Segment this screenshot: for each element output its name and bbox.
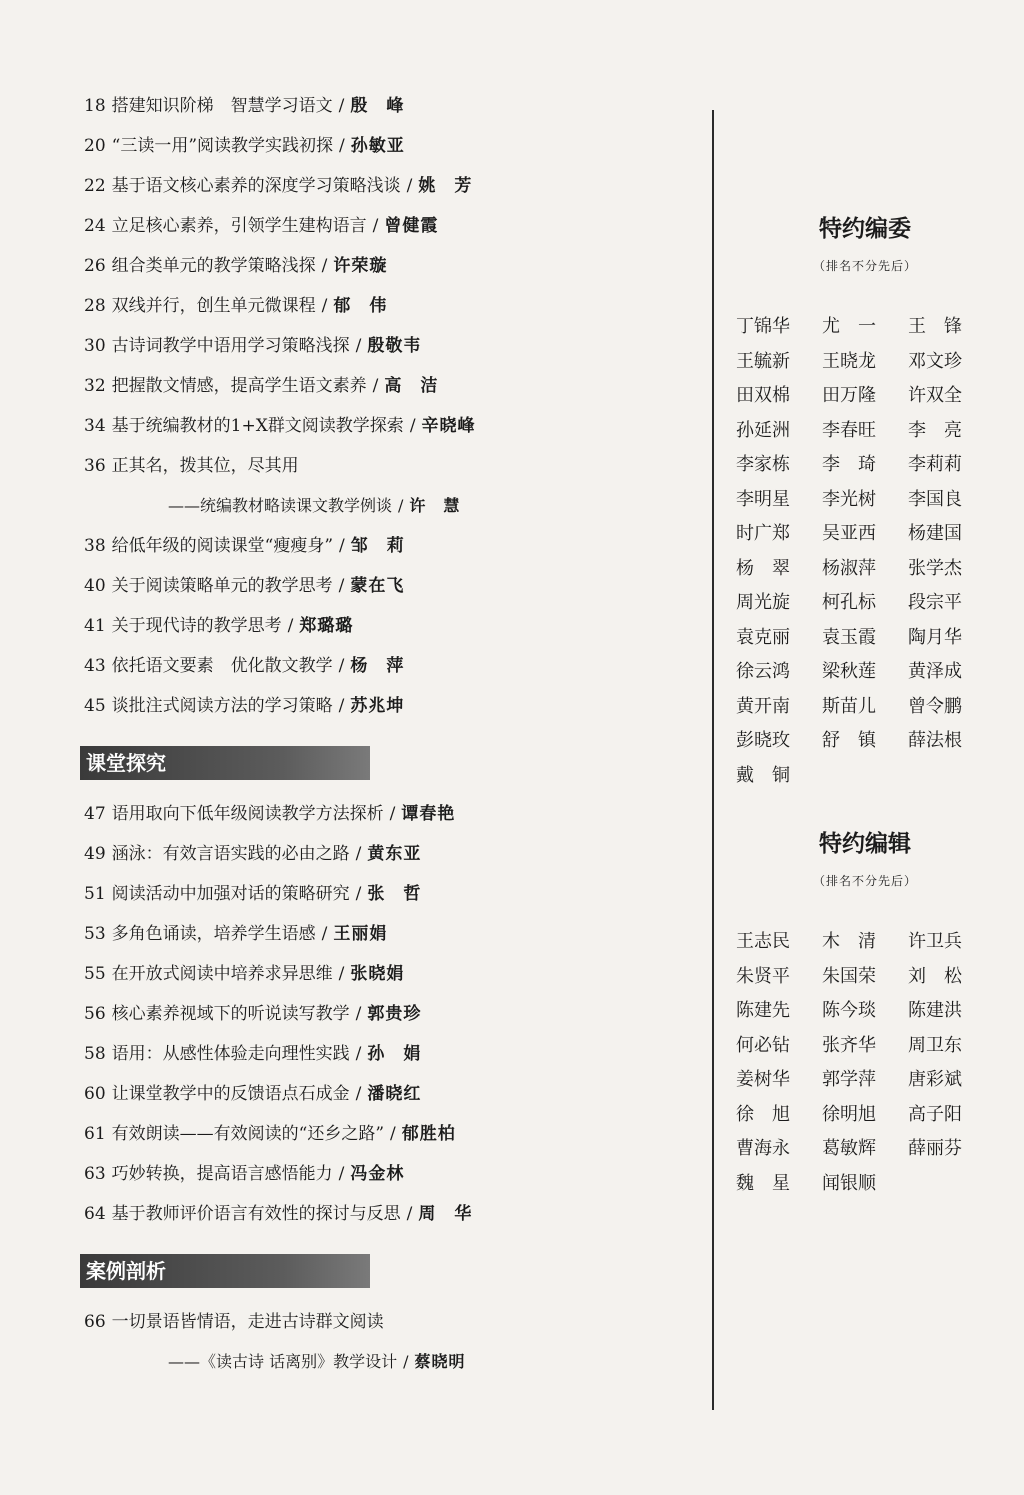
name-row <box>730 556 1000 591</box>
person-name: 邓文珍 <box>908 350 962 372</box>
person-name: 张齐华 <box>822 1034 876 1056</box>
editors-title: 特约编委 <box>819 216 911 242</box>
article-author: 殷 峰 <box>350 96 405 116</box>
article-title: 基于语文核心素养的深度学习策略浅谈 <box>111 176 401 196</box>
special-editors-list <box>730 929 1000 1205</box>
section-header-case-analysis: 案例剖析 <box>80 1254 370 1288</box>
article-author: 杨 萍 <box>350 656 405 676</box>
article-title: 阅读活动中加强对话的策略研究 <box>111 884 350 904</box>
person-name: 周光旋 <box>736 592 790 613</box>
page-number: 22 <box>84 176 106 196</box>
person-name: 朱国荣 <box>822 965 876 987</box>
page-number: 53 <box>84 924 106 944</box>
toc-entry: 38 给低年级的阅读课堂“瘦瘦身” / 邹 莉 <box>84 532 704 572</box>
person-name: 李春旺 <box>822 419 876 441</box>
toc-entry: 45 谈批注式阅读方法的学习策略 / 苏兆坤 <box>84 692 704 732</box>
page-number: 60 <box>84 1084 106 1104</box>
article-author: 辛晓峰 <box>421 416 476 436</box>
page-number: 58 <box>84 1044 106 1064</box>
person-name: 木 清 <box>822 931 876 952</box>
article-title: 巧妙转换，提高语言感悟能力 <box>111 1164 333 1184</box>
page-number: 47 <box>84 804 106 824</box>
special-editors-title: 特约编辑 <box>819 831 911 857</box>
toc-entry: 20 “三读一用”阅读教学实践初探 / 孙敏亚 <box>84 132 704 172</box>
toc-entry: 43 依托语文要素 优化散文教学 / 杨 萍 <box>84 652 704 692</box>
article-title: “三读一用”阅读教学实践初探 <box>111 136 334 156</box>
article-title: 基于统编教材的1+X群文阅读教学探索 <box>111 416 404 436</box>
toc-entry: 56 核心素养视域下的听说读写教学 / 郭贵珍 <box>84 1000 704 1040</box>
article-author: 郭贵珍 <box>367 1004 422 1024</box>
person-name: 郭学萍 <box>822 1069 876 1090</box>
article-author: 冯金林 <box>350 1164 405 1184</box>
page-number: 41 <box>84 616 106 636</box>
person-name: 李明星 <box>736 488 790 510</box>
person-name <box>902 763 988 798</box>
article-author: 郁 伟 <box>333 296 388 316</box>
person-name: 曹海永 <box>736 1138 790 1159</box>
name-row <box>730 314 1000 349</box>
toc-entry: 28 双线并行，创生单元微课程 / 郁 伟 <box>84 292 704 332</box>
page-number: 26 <box>84 256 106 276</box>
person-name <box>902 1171 988 1206</box>
editors-panel <box>730 210 1000 1205</box>
column-divider <box>712 110 714 1410</box>
toc-entry <box>84 452 704 492</box>
person-name: 丁锦华 <box>736 316 790 337</box>
toc-entry: 22 基于语文核心素养的深度学习策略浅谈 / 姚 芳 <box>84 172 704 212</box>
person-name: 何必钻 <box>736 1034 790 1056</box>
article-author: 孙敏亚 <box>350 136 405 156</box>
article-title: 把握散文情感，提高学生语文素养 <box>111 376 367 396</box>
name-row <box>730 383 1000 418</box>
person-name: 孙延洲 <box>736 419 790 441</box>
name-row <box>730 1033 1000 1068</box>
toc-entry: 53 多角色诵读，培养学生语感 / 王丽娟 <box>84 920 704 960</box>
person-name: 周卫东 <box>908 1034 962 1056</box>
person-name: 徐云鸿 <box>736 661 790 682</box>
article-title: 双线并行，创生单元微课程 <box>111 296 316 316</box>
page-number: 66 <box>84 1312 106 1332</box>
article-title: 给低年级的阅读课堂“瘦瘦身” <box>111 536 334 556</box>
toc-entry: 49 涵泳：有效言语实践的必由之路 / 黄东亚 <box>84 840 704 880</box>
toc-subtitle: ——统编教材略读课文教学例谈 / 许 慧 <box>168 496 461 515</box>
editors-note: （排名不分先后） <box>812 259 917 273</box>
article-title: 让课堂教学中的反馈语点石成金 <box>111 1084 350 1104</box>
toc-entry: 32 把握散文情感，提高学生语文素养 / 高 洁 <box>84 372 704 412</box>
toc-entry <box>84 1308 704 1348</box>
name-row <box>730 349 1000 384</box>
person-name: 李 亮 <box>908 419 962 441</box>
toc-entry: 63 巧妙转换，提高语言感悟能力 / 冯金林 <box>84 1160 704 1200</box>
person-name: 张学杰 <box>908 557 962 579</box>
article-author: 许荣璇 <box>333 256 388 276</box>
toc-subtitle: ——《读古诗 话离别》教学设计 / 蔡晓明 <box>168 1352 466 1371</box>
article-author: 苏兆坤 <box>350 696 405 716</box>
article-title: 立足核心素养，引领学生建构语言 <box>111 216 367 236</box>
page-number: 61 <box>84 1124 106 1144</box>
toc-entry: 34 基于统编教材的1+X群文阅读教学探索 / 辛晓峰 <box>84 412 704 452</box>
person-name: 闻银顺 <box>822 1172 876 1194</box>
article-author: 王丽娟 <box>333 924 388 944</box>
person-name: 黄开南 <box>736 695 790 717</box>
article-author: 潘晓红 <box>367 1084 422 1104</box>
person-name: 戴 铜 <box>736 764 790 786</box>
name-row <box>730 964 1000 999</box>
article-title: 核心素养视域下的听说读写教学 <box>111 1004 350 1024</box>
name-row <box>730 590 1000 625</box>
article-title: 在开放式阅读中培养求异思维 <box>111 964 333 984</box>
page-number: 64 <box>84 1204 106 1224</box>
name-row <box>730 1171 1000 1206</box>
person-name: 袁玉霞 <box>822 626 876 648</box>
person-name: 高子阳 <box>908 1103 962 1125</box>
article-title: 有效朗读——有效阅读的“还乡之路” <box>111 1124 385 1144</box>
page-number: 34 <box>84 416 106 436</box>
page-number: 63 <box>84 1164 106 1184</box>
page-number: 18 <box>84 96 106 116</box>
person-name <box>816 763 902 798</box>
page-number: 20 <box>84 136 106 156</box>
page-number: 32 <box>84 376 106 396</box>
toc-entry: 60 让课堂教学中的反馈语点石成金 / 潘晓红 <box>84 1080 704 1120</box>
person-name: 彭晓玫 <box>736 730 790 751</box>
page-number: 45 <box>84 696 106 716</box>
name-row <box>730 929 1000 964</box>
toc-entry: 40 关于阅读策略单元的教学思考 / 蒙在飞 <box>84 572 704 612</box>
person-name: 陈建洪 <box>908 1000 962 1021</box>
article-title: 搭建知识阶梯 智慧学习语文 <box>111 96 333 116</box>
toc-entry: 18 搭建知识阶梯 智慧学习语文 / 殷 峰 <box>84 92 704 132</box>
person-name: 李家栋 <box>736 454 790 475</box>
person-name: 许双全 <box>908 385 962 406</box>
name-row <box>730 452 1000 487</box>
article-title: 谈批注式阅读方法的学习策略 <box>111 696 333 716</box>
article-author: 殷敬韦 <box>367 336 422 356</box>
person-name: 李莉莉 <box>908 454 962 475</box>
toc-entry: 26 组合类单元的教学策略浅探 / 许荣璇 <box>84 252 704 292</box>
toc-entry: 55 在开放式阅读中培养求异思维 / 张晓娟 <box>84 960 704 1000</box>
name-row <box>730 1067 1000 1102</box>
name-row <box>730 998 1000 1033</box>
name-row <box>730 694 1000 729</box>
person-name: 段宗平 <box>908 592 962 613</box>
person-name: 梁秋莲 <box>822 661 876 682</box>
person-name: 田双棉 <box>736 385 790 406</box>
person-name: 王毓新 <box>736 350 790 372</box>
person-name: 杨建国 <box>908 523 962 544</box>
person-name: 柯孔标 <box>822 592 876 613</box>
person-name: 姜树华 <box>736 1069 790 1090</box>
name-row <box>730 625 1000 660</box>
person-name: 袁克丽 <box>736 626 790 648</box>
name-row <box>730 659 1000 694</box>
article-title: 基于教师评价语言有效性的探讨与反思 <box>111 1204 401 1224</box>
table-of-contents <box>84 92 704 1388</box>
person-name: 许卫兵 <box>908 931 962 952</box>
article-title: 多角色诵读，培养学生语感 <box>111 924 316 944</box>
name-row <box>730 728 1000 763</box>
person-name: 杨 翠 <box>736 557 790 579</box>
person-name: 陶月华 <box>908 626 962 648</box>
person-name: 朱贤平 <box>736 965 790 987</box>
article-title: 正其名，拨其位，尽其用 <box>111 456 299 476</box>
editors-list <box>730 314 1000 797</box>
article-title: 涵泳：有效言语实践的必由之路 <box>111 844 350 864</box>
article-author: 蒙在飞 <box>350 576 405 596</box>
toc-entry: 30 古诗词教学中语用学习策略浅探 / 殷敬韦 <box>84 332 704 372</box>
name-row <box>730 418 1000 453</box>
toc-entry: 58 语用：从感性体验走向理性实践 / 孙 娟 <box>84 1040 704 1080</box>
article-author: 张晓娟 <box>350 964 405 984</box>
name-row <box>730 1102 1000 1137</box>
page-number: 49 <box>84 844 106 864</box>
page-number: 51 <box>84 884 106 904</box>
person-name: 田万隆 <box>822 385 876 406</box>
article-author: 郑璐璐 <box>299 616 354 636</box>
toc-entry: 64 基于教师评价语言有效性的探讨与反思 / 周 华 <box>84 1200 704 1240</box>
toc-entry: 24 立足核心素养，引领学生建构语言 / 曾健霞 <box>84 212 704 252</box>
person-name: 李 琦 <box>822 454 876 475</box>
person-name: 薛法根 <box>908 730 962 751</box>
article-author: 孙 娟 <box>367 1044 422 1064</box>
section-header-classroom-inquiry: 课堂探究 <box>80 746 370 780</box>
page-number: 40 <box>84 576 106 596</box>
article-title: 关于阅读策略单元的教学思考 <box>111 576 333 596</box>
person-name: 刘 松 <box>908 965 962 987</box>
article-author: 谭春艳 <box>401 804 456 824</box>
person-name: 魏 星 <box>736 1172 790 1194</box>
article-author: 周 华 <box>418 1204 473 1224</box>
person-name: 尤 一 <box>822 316 876 337</box>
person-name: 杨淑萍 <box>822 557 876 579</box>
toc-entry: 51 阅读活动中加强对话的策略研究 / 张 哲 <box>84 880 704 920</box>
article-title: 组合类单元的教学策略浅探 <box>111 256 316 276</box>
special-editors-note: （排名不分先后） <box>812 874 917 888</box>
name-row <box>730 1136 1000 1171</box>
page-number: 24 <box>84 216 106 236</box>
page-number: 28 <box>84 296 106 316</box>
person-name: 薛丽芬 <box>908 1138 962 1159</box>
person-name: 李光树 <box>822 488 876 510</box>
page-number: 30 <box>84 336 106 356</box>
page-number: 38 <box>84 536 106 556</box>
article-author: 张 哲 <box>367 884 422 904</box>
person-name: 徐明旭 <box>822 1103 876 1125</box>
article-author: 郁胜柏 <box>401 1124 456 1144</box>
article-title: 一切景语皆情语，走进古诗群文阅读 <box>111 1312 384 1332</box>
name-row <box>730 487 1000 522</box>
person-name: 李国良 <box>908 488 962 510</box>
toc-entry: 41 关于现代诗的教学思考 / 郑璐璐 <box>84 612 704 652</box>
person-name: 唐彩斌 <box>908 1069 962 1090</box>
article-author: 姚 芳 <box>418 176 473 196</box>
person-name: 王志民 <box>736 931 790 952</box>
page-number: 55 <box>84 964 106 984</box>
person-name: 陈今琰 <box>822 1000 876 1021</box>
toc-entry: 61 有效朗读——有效阅读的“还乡之路” / 郁胜柏 <box>84 1120 704 1160</box>
article-author: 高 洁 <box>384 376 439 396</box>
article-author: 曾健霞 <box>384 216 439 236</box>
article-title: 依托语文要素 优化散文教学 <box>111 656 333 676</box>
person-name: 王晓龙 <box>822 350 876 372</box>
article-title: 关于现代诗的教学思考 <box>111 616 282 636</box>
page-number: 56 <box>84 1004 106 1024</box>
person-name: 时广郑 <box>736 523 790 544</box>
article-author: 黄东亚 <box>367 844 422 864</box>
article-title: 古诗词教学中语用学习策略浅探 <box>111 336 350 356</box>
article-title: 语用取向下低年级阅读教学方法探析 <box>111 804 384 824</box>
person-name: 黄泽成 <box>908 661 962 682</box>
name-row <box>730 763 1000 798</box>
page-number: 43 <box>84 656 106 676</box>
article-author: 邹 莉 <box>350 536 405 556</box>
page-number: 36 <box>84 456 106 476</box>
article-title: 语用：从感性体验走向理性实践 <box>111 1044 350 1064</box>
person-name: 舒 镇 <box>822 730 876 751</box>
toc-entry: 47 语用取向下低年级阅读教学方法探析 / 谭春艳 <box>84 800 704 840</box>
name-row <box>730 521 1000 556</box>
person-name: 王 锋 <box>908 316 962 337</box>
person-name: 陈建先 <box>736 1000 790 1021</box>
person-name: 吴亚西 <box>822 523 876 544</box>
person-name: 葛敏辉 <box>822 1138 876 1159</box>
person-name: 曾令鹏 <box>908 695 962 717</box>
person-name: 徐 旭 <box>736 1103 790 1125</box>
person-name: 斯苗儿 <box>822 695 876 717</box>
